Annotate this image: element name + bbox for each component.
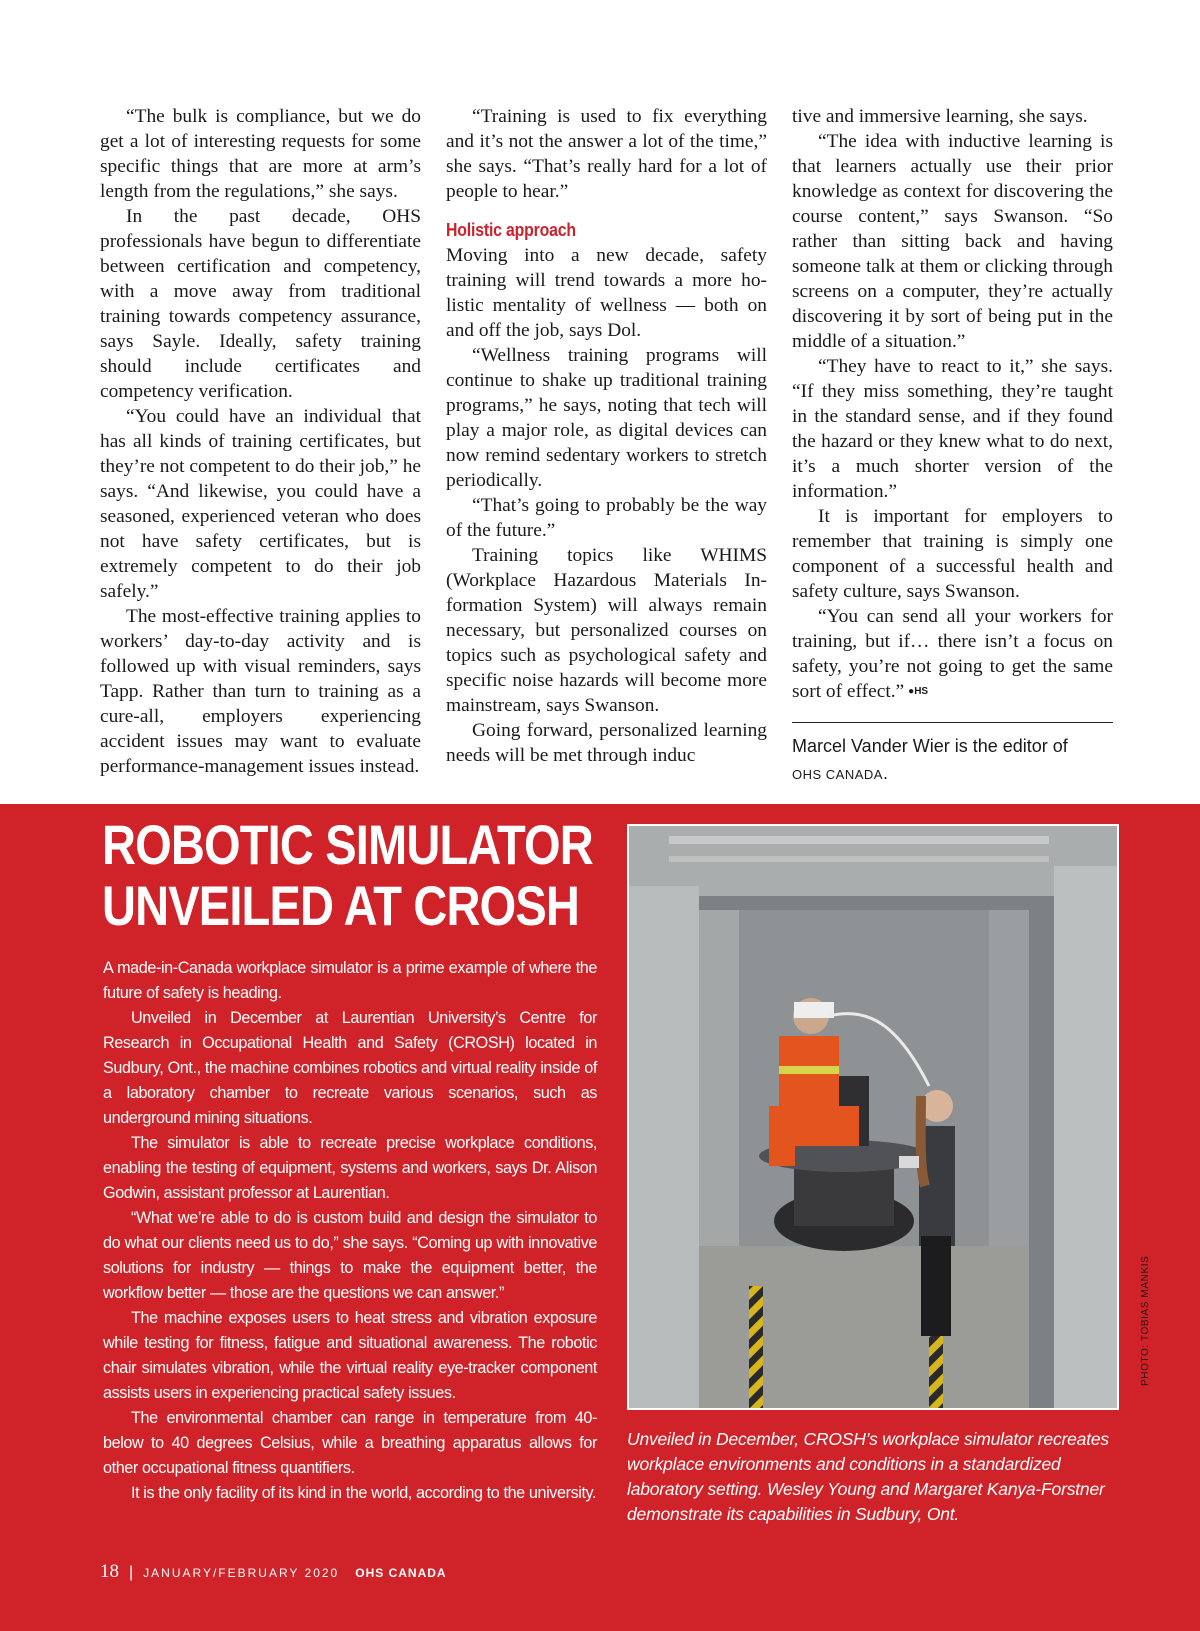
sidebar-paragraph: Unveiled in December at Laurentian University’s Centre for Research in Occupational Health and Safety (CROSH) located in Sudbury, Ont., the machine combines robotics and virtual reality inside of a laboratory chamber to recreate various scenarios, such as underground mining situations. <box>103 1009 597 1127</box>
author-bio <box>792 733 1113 788</box>
magazine-name: OHS CANADA <box>355 1566 447 1580</box>
paragraph: “Training is used to fix everything and it’s not the answer a lot of the time,” she says. “That’s really hard for a lot of people to hear.” <box>446 106 767 202</box>
end-mark-icon: ●HS <box>908 686 929 697</box>
sidebar-paragraph: A made-in-Canada workplace simulator is a prime example of where the future of safety is heading. <box>103 959 597 1002</box>
paragraph-text: “You can send all your workers for training, but if… there isn’t a focus on safety, you’re not going to get the same sort of effect.” <box>792 606 1113 702</box>
photo-credit: PHOTO: TOBIAS MANKIS <box>1140 1255 1151 1386</box>
article-column-3 <box>792 104 1113 788</box>
article-column-1 <box>100 104 421 779</box>
footer-separator: | <box>129 1564 134 1581</box>
sidebar-paragraph: The machine exposes users to heat stress and vibration exposure while testing for fitness, fatigue and situational awareness. The robotic chair simulates vibration, while the virtual reality eye-tracker component assists users in experiencing practical safety issues. <box>103 1309 597 1402</box>
paragraph: “They have to react to it,” she says. “If they miss something, they’re taught in the standard sense, and if they found the hazard or they knew what to do next, it’s a much shorter version of the information.” <box>792 356 1113 502</box>
sidebar-paragraph: The simulator is able to recreate precise workplace conditions, enabling the testing of equipment, systems and workers, says Dr. Alison Godwin, assistant professor at Laurentian. <box>103 1134 597 1202</box>
photo-caption: Unveiled in December, CROSH’s workplace simulator recreates workplace environments and conditions in a standardized laboratory setting. Wesley Young and Margaret Kanya-Forstner demonstrate its capabilities in Sudbury, Ont. <box>627 1429 1109 1524</box>
paragraph: “You could have an individual that has all kinds of training certificates, but they’re not competent to do their job,” he says. “And likewise, you could have a seasoned, experienced veteran who does not have safety certificates, but is extremely competent to do their job safely.” <box>100 406 421 602</box>
paragraph: tive and immersive learning, she says. <box>792 106 1088 127</box>
article-column-2 <box>446 104 767 768</box>
paragraph: Training topics like WHIMS (Workplace Hazardous Materials Information System) will always remain necessary, but personalized courses on topics such as psychological safety and specific noise hazards will become more mainstream, says Swanson. <box>446 545 767 716</box>
bio-period: . <box>882 763 888 783</box>
sidebar-paragraph: It is the only facility of its kind in the world, according to the university. <box>131 1484 597 1502</box>
paragraph: Going forward, personalized learning needs will be met through induc <box>446 720 767 766</box>
paragraph: “The idea with inductive learning is that learners actually use their prior knowledge as context for discovering the course content,” says Swanson. “So rather than sitting back and having someone talk at them or clicking through screens on a computer, they’re actually discovering it by sort of being put in the middle of a situation.” <box>792 131 1113 352</box>
issue-date: JANUARY/FEBRUARY 2020 <box>143 1566 340 1580</box>
paragraph-final <box>792 604 1113 704</box>
section-subhead: Holistic approach <box>446 220 576 240</box>
simulator-photo-illustration <box>629 826 1117 1408</box>
bio-divider <box>792 722 1113 723</box>
paragraph: It is important for employers to remember that training is simply one component of a successful health and safety culture, says Swanson. <box>792 506 1113 602</box>
sidebar-title <box>102 813 593 937</box>
page-footer <box>100 1561 447 1583</box>
paragraph: In the past decade, OHS professionals have begun to differentiate between certification and competency, with a move away from traditional training towards competency assurance, says Sayle. Ideally, safety training should include certificates and competency verification. <box>100 206 421 402</box>
page-number: 18 <box>100 1561 119 1582</box>
bio-text: Marcel Vander Wier is the editor of <box>792 736 1068 756</box>
simulator-photo <box>627 824 1119 1410</box>
paragraph: “The bulk is compliance, but we do get a lot of interesting requests for some specific things that are more at arm’s length from the regulations,” she says. <box>100 106 421 202</box>
sidebar-paragraph: The environmental chamber can range in temperature from 40-below to 40 degrees Celsius, while a breathing apparatus allows for other occupational fitness quantifiers. <box>103 1409 597 1477</box>
bio-publication: OHS CANADA <box>792 767 883 782</box>
sidebar-title-line-1: ROBOTIC SIMULATOR <box>102 813 593 876</box>
sidebar-body <box>103 956 597 1506</box>
sidebar-paragraph: “What we’re able to do is custom build and design the simulator to do what our clients need us to do,” she says. “Coming up with innovative solutions for industry — things to make the equipment better, the workflow better — those are the questions we can answer.” <box>103 1209 597 1302</box>
paragraph: The most-effective training applies to workers’ day-to-day activity and is followed up with visual reminders, says Tapp. Rather than turn to training as a cure-all, employers experiencing accident issues may want to evaluate performance-management issues instead. <box>100 606 421 777</box>
paragraph: “Wellness training programs will continue to shake up traditional training programs,” he says, noting that tech will play a major role, as digital devices can now remind sedentary workers to stretch periodically. <box>446 345 767 491</box>
paragraph: “That’s going to probably be the way of the future.” <box>446 495 767 541</box>
sidebar-title-line-2: UNVEILED AT CROSH <box>102 874 580 937</box>
paragraph: Moving into a new decade, safety training will trend towards a more holistic mentality of wellness — both on and off the job, says Dol. <box>446 245 767 341</box>
